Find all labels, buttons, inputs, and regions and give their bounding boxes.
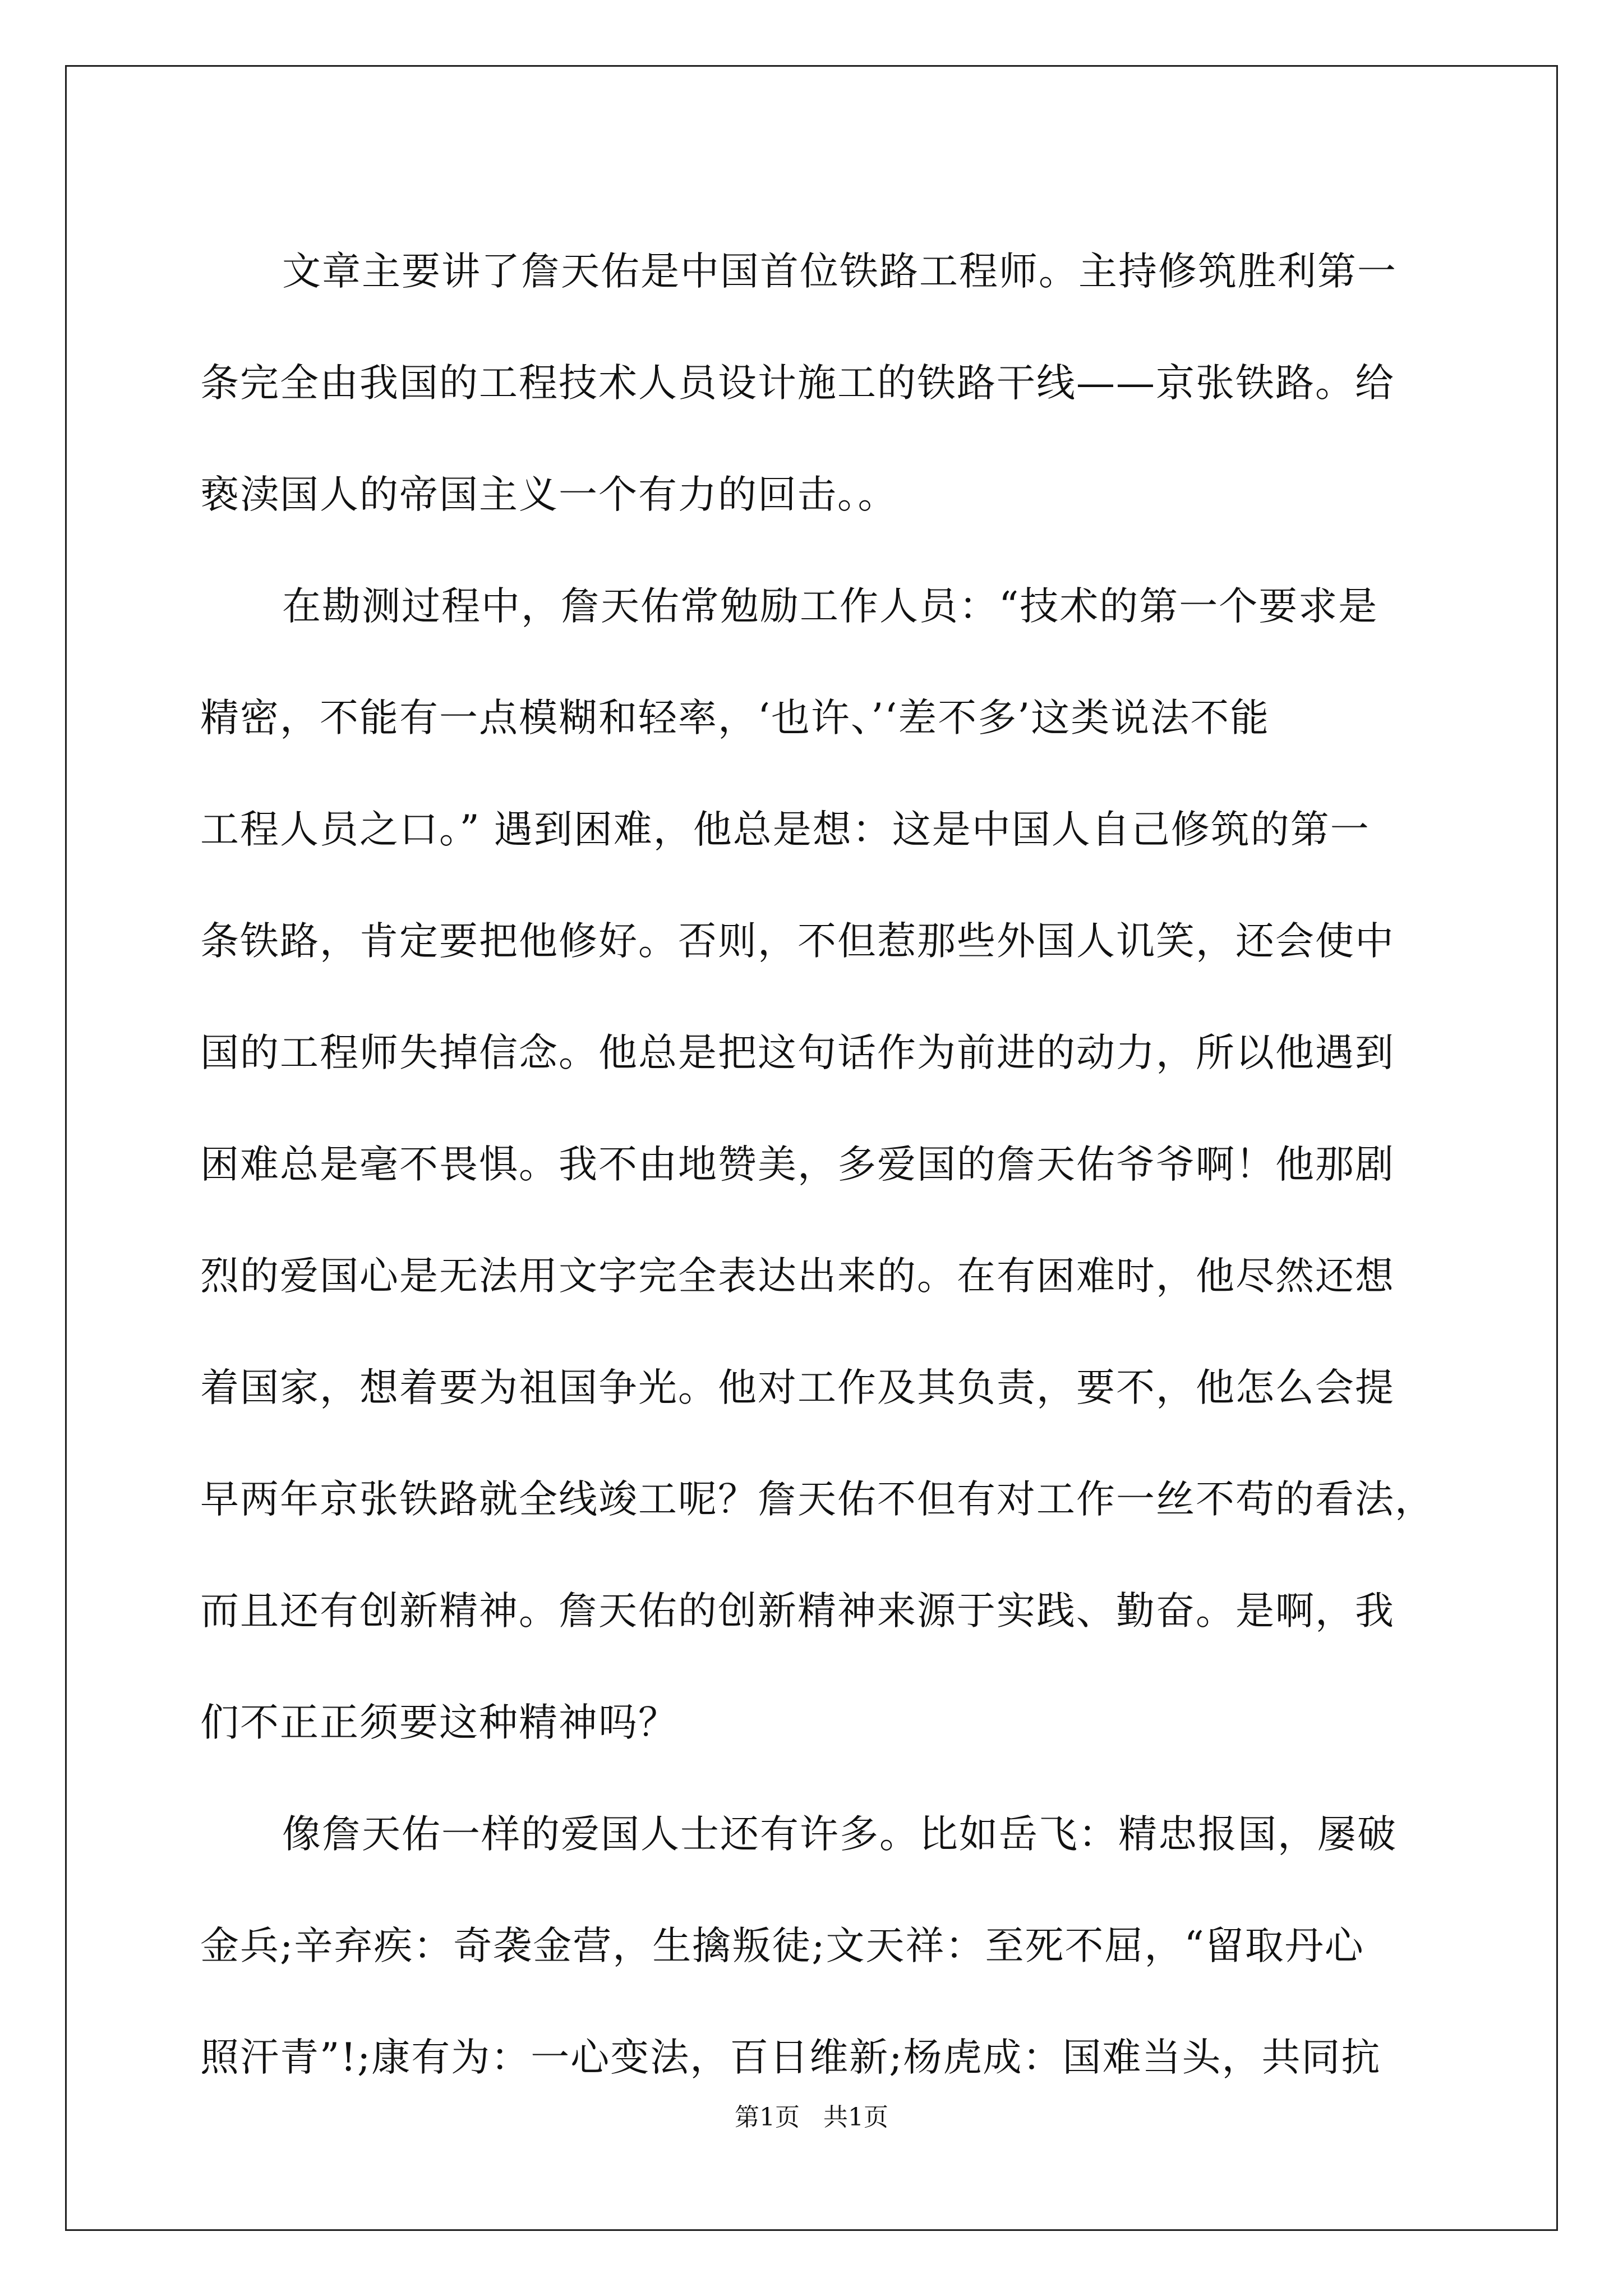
text-line: 条完全由我国的工程技术人员设计施工的铁路干线——京张铁路。给 [200,361,1395,406]
text-line: 困难总是毫不畏惧。我不由地赞美，多爱国的詹天佑爷爷啊！他那剧 [200,1142,1395,1187]
text-line: 而且还有创新精神。詹天佑的创新精神来源于实践、勤奋。是啊，我 [200,1589,1395,1634]
page-footer [0,2101,1623,2134]
text-line: 们不正正须要这种精神吗？ [200,1700,678,1745]
text-line: 照汗青”!;康有为：一心变法，百日维新;杨虎成：国难当头，共同抗 [200,2035,1381,2080]
text-line: 条铁路，肯定要把他修好。否则，不但惹那些外国人讥笑，还会使中 [200,919,1395,964]
text-line: 金兵;辛弃疾：奇袭金营，生擒叛徒;文天祥：至死不屈，“留取丹心 [200,1924,1364,1968]
text-line: 国的工程师失掉信念。他总是把这句话作为前进的动力，所以他遇到 [200,1030,1395,1075]
text-line: 早两年京张铁路就全线竣工呢？詹天佑不但有对工作一丝不苟的看法， [200,1477,1435,1522]
text-line: 在勘测过程中，詹天佑常勉励工作人员：“技术的第一个要求是 [282,584,1378,629]
paragraph-1 [200,216,1440,551]
paragraph-2 [200,551,1440,1779]
document-body [200,216,1440,2114]
paragraph-3 [200,1779,1440,2114]
page-total: 共1页 [823,2103,888,2132]
text-line: 精密，不能有一点模糊和轻率，‘也许、’‘差不多’这类说法不能 [200,696,1270,740]
page-number: 第1页 [735,2103,800,2132]
text-line: 亵渎国人的帝国主义一个有力的回击。。 [200,472,898,517]
text-line: 着国家，想着要为祖国争光。他对工作及其负责，要不，他怎么会提 [200,1365,1395,1410]
text-line: 烈的爱国心是无法用文字完全表达出来的。在有困难时，他尽然还想 [200,1254,1395,1299]
text-line: 文章主要讲了詹天佑是中国首位铁路工程师。主持修筑胜利第一 [282,249,1397,294]
text-line: 工程人员之口。” 遇到困难，他总是想：这是中国人自己修筑的第一 [200,807,1370,852]
text-line: 像詹天佑一样的爱国人士还有许多。比如岳飞：精忠报国，屡破 [282,1812,1397,1857]
